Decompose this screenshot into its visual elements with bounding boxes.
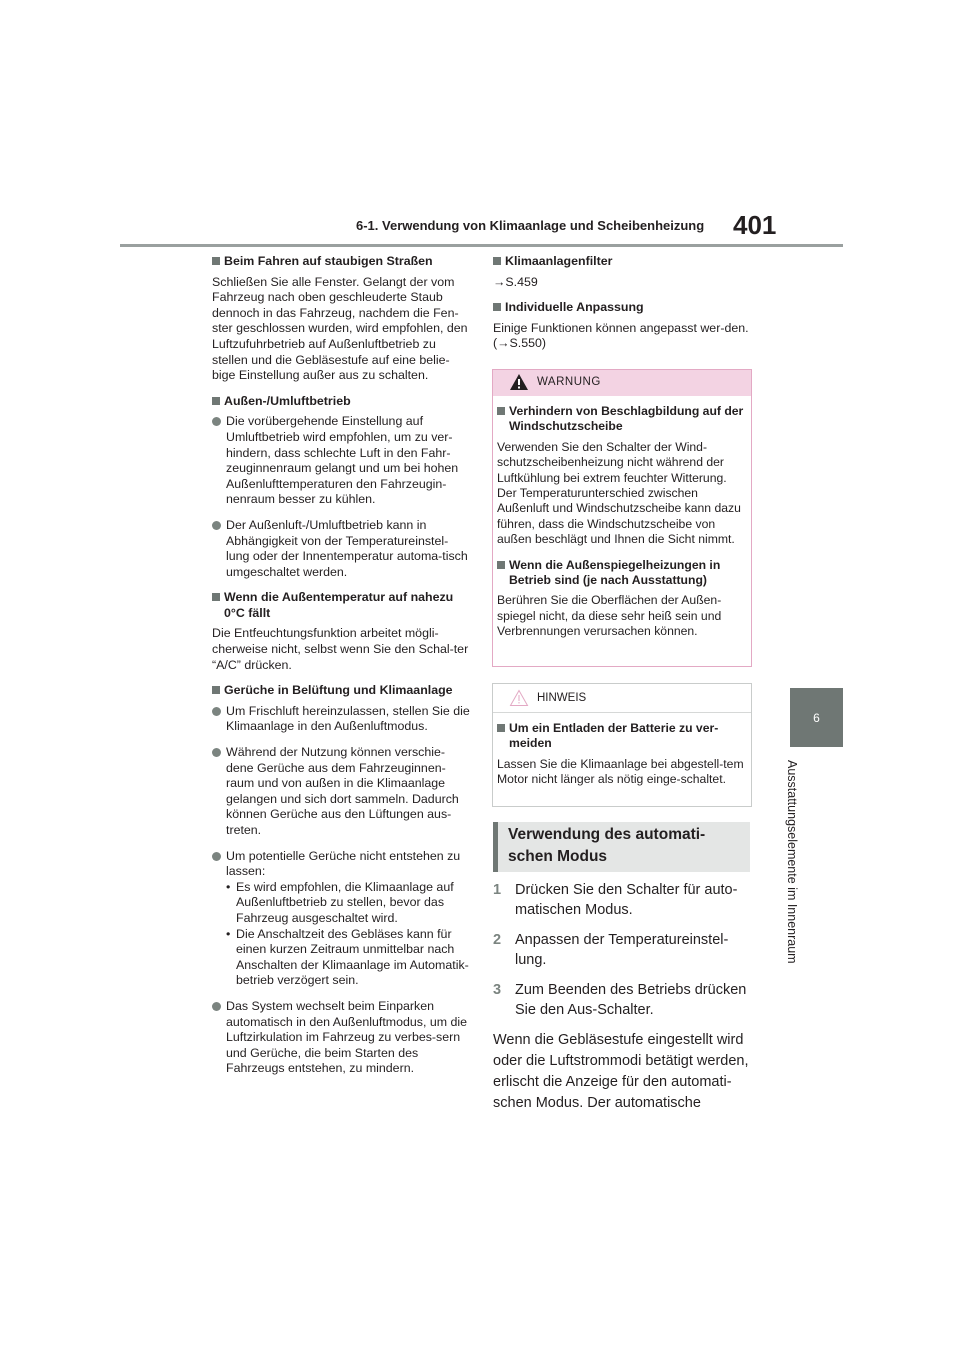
sub-bullet: • Es wird empfohlen, die Klimaanlage auf Außenluftbetrieb zu stellen, bevor das Fahrzeug ausgeschaltet wird. [226,880,470,927]
section-text: Einige Funktionen können angepasst wer-den. (→S.550) [493,320,749,351]
step-number: 1 [493,882,502,898]
warning-label: WARNUNG [537,376,601,388]
warning-text: Verwenden Sie den Schalter der Wind-schutzscheibenheizung nicht während der Luftkühlung bei extrem feuchter Witterung. Der Temperaturunterschied zwischen Außenluft und Windschutzscheibe kann dazu führen, dass die Windschutzscheibe von außen beschlägt und Ihnen die Sicht nimmt. [497,439,741,547]
bullet-item: Das System wechselt beim Einparken automatisch in den Außenluftmodus, um die Luftzirkulation im Fahrzeug zu verbes-sern und Gerüche, die beim Starten des Fahrzeugs entstehen, zu mindern. [212,999,470,1077]
hint-label: HINWEIS [537,692,587,704]
page-reference[interactable]: →S.459 [493,274,538,289]
warning-icon [509,373,529,391]
step-item [493,880,753,920]
step-item [493,980,753,1020]
bullet-item: Um Frischluft hereinzulassen, stellen Sie die Klimaanlage in den Außenluftmodus. [212,704,470,735]
step-item [493,930,753,970]
warning-header [493,370,751,396]
chapter-tab-label: Ausstattungselemente im Innenraum [785,760,799,964]
step-text: Zum Beenden des Betriebs drücken Sie den Aus-Schalter. [515,982,747,1018]
section-title: Verwendung des automati-schen Modus [493,822,750,872]
step-number: 3 [493,982,502,998]
section-text: Die Entfeuchtungsfunktion arbeitet mögli-cherweise nicht, selbst wenn Sie den Schal-ter “A/C” drücken. [212,626,469,672]
section-heading: Beim Fahren auf staubigen Straßen [212,254,470,270]
section-text: Schließen Sie alle Fenster. Gelangt der vom Fahrzeug nach oben geschleuderte Staub dennoch in das Fahrzeug, nachdem die Fen-ster geschlossen wurden, wird empfohlen, den Luftzufuhrbetrieb auf Außenluftbetrieb zu stellen und die Gebläsestufe auf eine belie-bige Einstellung außer aus zu schalten. [212,274,468,383]
right-column [493,254,751,362]
page-number: 401 [733,210,777,240]
step-text: Drücken Sie den Schalter für auto-matischen Modus. [515,882,738,918]
left-column [212,254,470,1087]
hint-header [493,684,751,713]
body-paragraph: Wenn die Gebläsestufe eingestellt wird oder die Luftstrommodi betätigt werden, erlischt die Anzeige für den automati-schen Modus. Der automatische [493,1032,749,1111]
section-heading: Gerüche in Belüftung und Klimaanlage [212,683,470,699]
step-number: 2 [493,932,502,948]
bullet-item: Während der Nutzung können verschie-dene Gerüche aus dem Fahrzeuginnen-raum und von außen in die Klimaanlage gelangen und sich dort sammeln. Dadurch können Gerüche aus den Lüftungen aus-treten. [212,745,470,839]
hint-box [492,683,752,807]
warning-heading: Wenn die Außenspiegelheizungen in Betrieb sind (je nach Ausstattung) [497,558,747,589]
chapter-tab-number: 6 [813,710,820,725]
section-heading: Individuelle Anpassung [493,300,751,316]
bullet-item [212,849,470,989]
chapter-tab[interactable] [790,688,843,747]
bullet-text: Um potentielle Gerüche nicht entstehen zu lassen: [226,848,461,879]
warning-text: Berühren Sie die Oberflächen der Außen-spiegel nicht, da diese sehr heiß sein und Verbrennungen verursachen können. [497,593,722,639]
section-heading: Wenn die Außentemperatur auf nahezu 0°C fällt [212,590,470,621]
section-heading: Klimaanlagenfilter [493,254,751,270]
chapter-title: 6-1. Verwendung von Klimaanlage und Scheibenheizung [356,218,705,233]
bullet-item: Der Außenluft-/Umluftbetrieb kann in Abhängigkeit von der Temperatureinstel-lung oder der Innentemperatur automa-tisch umgeschaltet werden. [212,518,470,580]
section-heading: Außen-/Umluftbetrieb [212,394,470,410]
steps-list [493,880,753,1114]
warning-box [492,369,752,667]
hint-heading: Um ein Entladen der Batterie zu ver-meiden [497,721,747,752]
header-divider [120,244,843,247]
hint-text: Lassen Sie die Klimaanlage bei abgestell-tem Motor nicht länger als nötig einge-schaltet. [497,756,744,787]
warning-heading: Verhindern von Beschlagbildung auf der Windschutzscheibe [497,404,747,435]
sub-bullet: • Die Anschaltzeit des Gebläses kann für einen kurzen Zeitraum unmittelbar nach Anschalten der Klimaanlage im Automatik-betrieb verzögert sein. [226,927,470,989]
step-text: Anpassen der Temperatureinstel-lung. [515,932,729,968]
caution-icon [509,689,529,707]
bullet-item: Die vorübergehende Einstellung auf Umluftbetrieb wird empfohlen, um zu ver-hindern, dass schlechte Luft in den Fahr-zeuginnenraum gelangt und um bei hohen Außenlufttemperaturen den Fahrzeugin-nenraum besser zu kühlen. [212,414,470,508]
